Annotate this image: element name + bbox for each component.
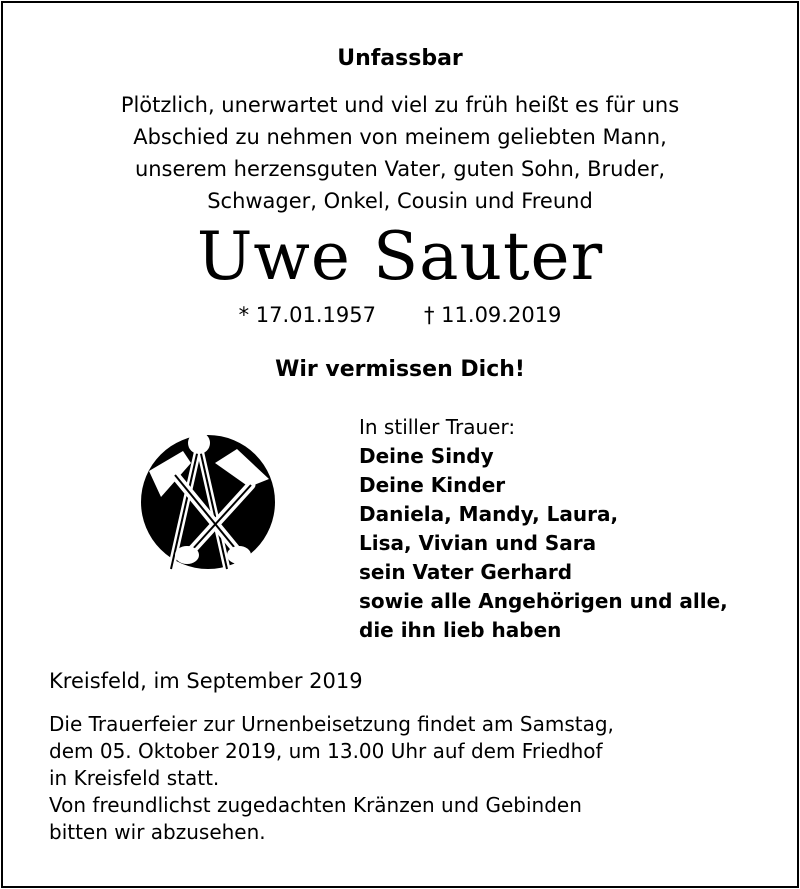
intro-line: Abschied zu nehmen von meinem geliebten Mann, [133,125,667,149]
notice-line: in Kreisfeld statt. [49,766,220,790]
mourner-line: Daniela, Mandy, Laura, [359,502,619,526]
mourner-line: Lisa, Vivian und Sara [359,531,597,555]
roofer-guild-emblem-icon [141,427,275,577]
mourners-block [359,413,728,645]
mourner-line: sein Vater Gerhard [359,560,573,584]
notice-line: Die Trauerfeier zur Urnenbeisetzung findet am Samstag, [49,712,614,736]
life-dates [3,301,797,329]
intro-line: unserem herzensguten Vater, guten Sohn, Bruder, [134,157,666,181]
notice-line: bitten wir abzusehen. [49,820,266,844]
funeral-notice [49,711,614,846]
mourners-lead: In stiller Trauer: [359,415,516,439]
mourner-line: Deine Kinder [359,473,506,497]
mourners-list [359,442,728,645]
mourner-line: sowie alle Angehörigen und alle, [359,589,728,613]
birth-date: * 17.01.1957 [238,303,376,327]
notice-line: dem 05. Oktober 2019, um 13.00 Uhr auf dem Friedhof [49,739,603,763]
mourner-line: die ihn lieb haben [359,618,562,642]
motto: Wir vermissen Dich! [275,357,525,382]
obituary-notice [1,1,799,888]
mourner-line: Deine Sindy [359,444,494,468]
notice-line: Von freundlichst zugedachten Kränzen und Gebinden [49,793,582,817]
intro-text [3,89,797,217]
intro-line: Schwager, Onkel, Cousin und Freund [207,189,593,213]
place-date: Kreisfeld, im September 2019 [49,669,363,693]
death-date: † 11.09.2019 [424,303,562,327]
notice-heading: Unfassbar [337,46,463,71]
deceased-name: Uwe Sauter [196,218,604,295]
intro-line: Plötzlich, unerwartet und viel zu früh heißt es für uns [120,93,680,117]
